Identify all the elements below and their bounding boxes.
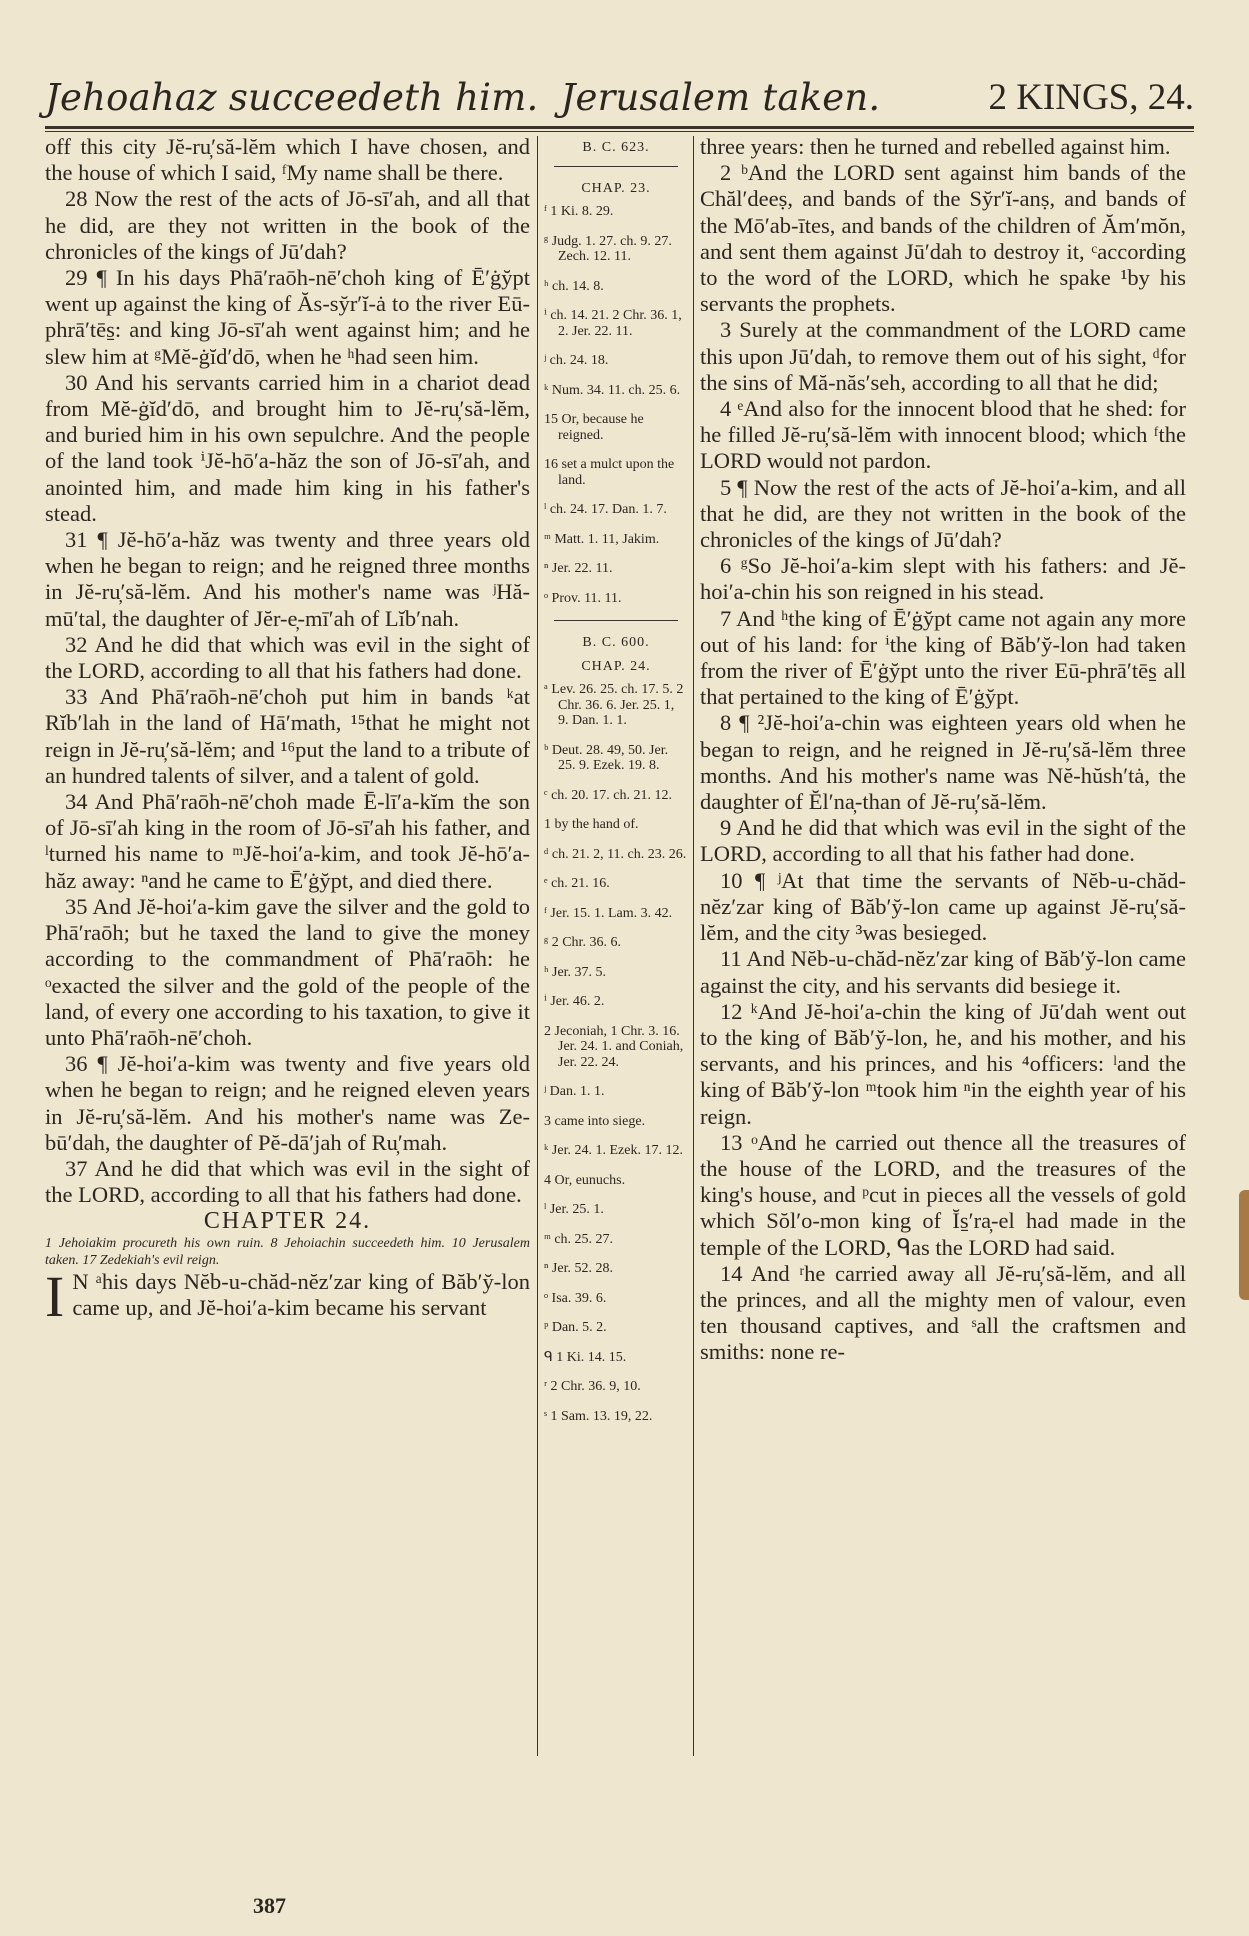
- verse-paragraph: 9 And he did that which was evil in the sight of the LORD, according to all that his father had done.: [700, 815, 1186, 867]
- margin-reference: ᵐ ch. 25. 27.: [544, 1231, 614, 1247]
- verse-paragraph: 37 And he did that which was evil in the sight of the LORD, according to all that his fathers had done.: [45, 1155, 530, 1208]
- verse-paragraph: 34 And Phā′raōh-nē′choh made Ē-lī′a-kĭm the son of Jō-sī′ah king in the room of Jō-sī′ah his father, and ˡturned his name to ᵐJĕ-hoi′a-kim, and took Jĕ-hō′a-hăz away: ⁿand he came to Ē′ġy̆pt, and died there.: [45, 789, 530, 893]
- header-rule-thin: [45, 131, 1194, 132]
- column-divider-right: [693, 136, 694, 1756]
- verse-paragraph: 13 ᵒAnd he carried out thence all the treasures of the house of the LORD, and the treasures of the king's house, and ᵖcut in pieces all the vessels of gold which Sŏl′o-mon king of Ĭs̱′ra̦-el had made in the temple of the LORD, ᑫas the LORD had said.: [700, 1129, 1186, 1260]
- verse-paragraph: 29 ¶ In his days Phā′raōh-nē′choh king of Ē′ġy̆pt went up against the king of Ăs-sy̆r′ĭ-ȧ to the river Eū-phrā′tēs̱: and king Jō-sī′ah went against him; and he slew him at ᵍMĕ-ġĭd′dō, when he ʰhad seen him.: [45, 265, 530, 369]
- margin-reference: ʰ ch. 14. 8.: [544, 278, 604, 294]
- margin-reference: ᵒ Isa. 39. 6.: [544, 1290, 607, 1306]
- margin-reference: ᵍ 2 Chr. 36. 6.: [544, 935, 621, 950]
- verse-paragraph: off this city Jĕ-ru̦′să-lĕm which I have chosen, and the house of which I said, ᶠMy name shall be there.: [45, 134, 530, 186]
- verse-paragraph: 35 And Jĕ-hoi′a-kim gave the silver and the gold to Phā′raōh; but he taxed the land to give the money according to the commandment of Phā′raōh: he ᵒexacted the silver and the gold of the people of the land, of every one according to his taxation, to give it unto Phā′raōh-nē′choh.: [45, 893, 530, 1050]
- verse-paragraph: 7 And ʰthe king of Ē′ġy̆pt came not again any more out of his land: for ⁱthe king of Băb′y̆-lon had taken from the river of Ē′ġy̆pt unto the river Eū-phrā′tēs̱ all that pertained to the king of Ē′ġy̆pt.: [700, 605, 1186, 710]
- margin-refs-1: [544, 204, 688, 606]
- verse-paragraph: three years: then he turned and rebelled against him.: [700, 134, 1171, 159]
- margin-rule: [554, 620, 678, 621]
- chapter-summary: 1 Jehoiakim procureth his own ruin. 8 Jehoiachin succeedeth him. 10 Jerusalem taken. 17 Zedekiah's evil reign.: [45, 1235, 530, 1268]
- margin-reference: 4 Or, eunuchs.: [544, 1172, 626, 1188]
- margin-reference: ʲ ch. 24. 18.: [544, 353, 609, 368]
- running-header: [45, 72, 1194, 132]
- margin-chapter-1: CHAP. 23.: [581, 180, 651, 196]
- margin-date-2: B. C. 600.: [582, 635, 650, 650]
- verse-paragraph: 28 Now the rest of the acts of Jō-sī′ah, and all that he did, are they not written in the book of the chronicles of the kings of Jū′dah?: [45, 186, 530, 264]
- margin-reference: ᵐ Matt. 1. 11, Jakim.: [544, 531, 660, 547]
- header-title-2: Jerusalem taken.: [560, 76, 881, 119]
- margin-reference: ˢ 1 Sam. 13. 19, 22.: [544, 1408, 653, 1424]
- verse-paragraph: 30 And his servants carried him in a chariot dead from Mĕ-ġĭd′dō, and brought him to Jĕ-ru̦′să-lĕm, and buried him in his own sepulchre. And the people of the land took ⁱJĕ-hō′a-hăz the son of Jō-sī′ah, and anointed him, and made him king in his father's stead.: [45, 369, 530, 526]
- margin-reference: ᵒ Prov. 11. 11.: [544, 590, 622, 606]
- margin-reference: 15 Or, because he reigned.: [544, 412, 644, 443]
- left-text-column: [45, 134, 530, 1329]
- margin-reference: ˡ ch. 24. 17. Dan. 1. 7.: [544, 502, 667, 517]
- margin-reference: ⁱ Jer. 46. 2.: [544, 994, 605, 1009]
- margin-reference: ⁿ Jer. 22. 11.: [544, 561, 613, 576]
- header-title-1: Jehoahaz succeedeth him.: [45, 76, 539, 119]
- cross-reference-margin: [544, 140, 688, 1438]
- verse-paragraph: 2 ᵇAnd the LORD sent against him bands of the Chăl′deeṣ, and bands of the Sy̆r′ĭ-anṣ, and bands of the Mō′ab-ītes, and bands of the children of Ăm′mŏn, and sent them against Jū′dah to destroy it, ᶜaccording to the word of the LORD, which he spake ¹by his servants the prophets.: [700, 160, 1186, 317]
- verse-paragraph: 5 ¶ Now the rest of the acts of Jĕ-hoi′a-kim, and all that he did, are they not written in the book of the chronicles of the kings of Jū′dah?: [700, 474, 1186, 553]
- margin-reference: ᶠ Jer. 15. 1. Lam. 3. 42.: [544, 905, 673, 921]
- verse-paragraph: 32 And he did that which was evil in the sight of the LORD, according to all that his fathers had done.: [45, 631, 530, 684]
- margin-reference: ᶠ 1 Ki. 8. 29.: [544, 204, 614, 219]
- chapter-heading: CHAPTER 24.: [203, 1208, 372, 1235]
- margin-reference: ⁱ ch. 14. 21. 2 Chr. 36. 1, 2. Jer. 22. 11.: [544, 308, 682, 339]
- header-left-titles: [45, 76, 880, 119]
- margin-reference: ᵉ ch. 21. 16.: [544, 876, 610, 891]
- margin-reference: ᵈ ch. 21. 2, 11. ch. 23. 26.: [544, 846, 687, 862]
- margin-refs-2: [544, 682, 688, 1424]
- verse-paragraph: 11 And Nĕb-u-chăd-nĕz′zar king of Băb′y̆-lon came against the city, and his servants did besiege it.: [700, 946, 1186, 998]
- margin-reference: ʳ 2 Chr. 36. 9, 10.: [544, 1379, 641, 1394]
- margin-reference: ᵖ Dan. 5. 2.: [544, 1320, 607, 1335]
- margin-chapter-2: CHAP. 24.: [581, 658, 651, 674]
- margin-reference: 1 by the hand of.: [544, 817, 639, 832]
- margin-reference: ᵍ Judg. 1. 27. ch. 9. 27. Zech. 12. 11.: [544, 233, 672, 264]
- margin-reference: ᵇ Deut. 28. 49, 50. Jer. 25. 9. Ezek. 19. 8.: [544, 742, 669, 773]
- verse-paragraph: 10 ¶ ʲAt that time the servants of Nĕb-u-chăd-nĕz′zar king of Băb′y̆-lon came up against Jĕ-ru̦′să-lĕm, and the city ³was besieged.: [700, 867, 1186, 946]
- page-number: 387: [253, 1893, 286, 1918]
- right-text-column: [700, 134, 1186, 1366]
- margin-rule: [554, 166, 678, 167]
- margin-reference: ⁿ Jer. 52. 28.: [544, 1261, 613, 1276]
- margin-reference: ᶜ ch. 20. 17. ch. 21. 12.: [544, 787, 673, 803]
- verse-paragraph: 4 ᵉAnd also for the innocent blood that he shed: for he filled Jĕ-ru̦′să-lĕm with innocent blood; which ᶠthe LORD would not pardon.: [700, 396, 1186, 474]
- margin-reference: ʰ Jer. 37. 5.: [544, 964, 607, 980]
- header-rule: [45, 126, 1194, 129]
- verse-paragraph: 6 ᵍSo Jĕ-hoi′a-kim slept with his fathers: and Jĕ-hoi′a-chin his son reigned in his stead.: [700, 553, 1186, 605]
- chapter-opening-text: N ᵃhis days Nĕb-u-chăd-nĕz′zar king of Băb′y̆-lon came up, and Jĕ-hoi′a-kim became his servant: [72, 1268, 530, 1320]
- margin-reference: ᑫ 1 Ki. 14. 15.: [544, 1349, 627, 1365]
- margin-reference: 2 Jeconiah, 1 Chr. 3. 16. Jer. 24. 1. and Coniah, Jer. 22. 24.: [544, 1023, 684, 1070]
- margin-date-1: B. C. 623.: [582, 140, 650, 155]
- margin-reference: ᵃ Lev. 26. 25. ch. 17. 5. 2 Chr. 36. 6. Jer. 25. 1, 9. Dan. 1. 1.: [544, 682, 684, 728]
- drop-cap: I: [45, 1263, 65, 1329]
- verse-paragraph: 3 Surely at the commandment of the LORD came this upon Jū′dah, to remove them out of his sight, ᵈfor the sins of Mă-năs′seh, according to all that he did;: [700, 317, 1186, 395]
- chapter-opening: [45, 1263, 530, 1329]
- thumb-index-tab: [1239, 1190, 1249, 1300]
- header-book-chapter: 2 KINGS, 24.: [988, 77, 1194, 118]
- margin-reference: ᵏ Jer. 24. 1. Ezek. 17. 12.: [544, 1143, 683, 1158]
- verse-paragraph: 33 And Phā′raōh-nē′choh put him in bands ᵏat Rĭb′lah in the land of Hā′math, ¹⁵that he might not reign in Jĕ-ru̦′să-lĕm; and ¹⁶put the land to a tribute of an hundred talents of silver, and a talent of gold.: [45, 684, 530, 788]
- verse-paragraph: 8 ¶ ²Jĕ-hoi′a-chin was eighteen years old when he began to reign, and he reigned in Jĕ-ru̦′să-lĕm three months. And his mother's name was Nĕ-hŭsh′tȧ, the daughter of Ĕl′na̦-than of Jĕ-ru̦′să-lĕm.: [700, 710, 1186, 815]
- margin-reference: 16 set a mulct upon the land.: [544, 457, 675, 488]
- margin-reference: ˡ Jer. 25. 1.: [544, 1202, 604, 1217]
- verse-paragraph: 12 ᵏAnd Jĕ-hoi′a-chin the king of Jū′dah went out to the king of Băb′y̆-lon, he, and his mother, and his servants, and his princes, and his ⁴officers: ˡand the king of Băb′y̆-lon ᵐtook him ⁿin the eighth year of his reign.: [700, 998, 1186, 1129]
- margin-reference: 3 came into siege.: [544, 1113, 646, 1129]
- margin-reference: ᵏ Num. 34. 11. ch. 25. 6.: [544, 382, 681, 398]
- verse-paragraph: 36 ¶ Jĕ-hoi′a-kim was twenty and five years old when he began to reign; and he reigned eleven years in Jĕ-ru̦′să-lĕm. And his mother's name was Ze-bū′dah, the daughter of Pĕ-dā′jah of Ru̦′mah.: [45, 1051, 530, 1155]
- column-divider-left: [537, 136, 538, 1756]
- verse-paragraph: 31 ¶ Jĕ-hō′a-hăz was twenty and three years old when he began to reign; and he reigned three months in Jĕ-ru̦′să-lĕm. And his mother's name was ʲHă-mū′tal, the daughter of Jĕr-e̦-mī′ah of Lĭb′nah.: [45, 527, 530, 631]
- verse-paragraph: 14 And ʳhe carried away all Jĕ-ru̦′să-lĕm, and all the princes, and all the mighty men of valour, even ten thousand captives, and ˢall the craftsmen and smiths: none re-: [700, 1260, 1186, 1365]
- margin-reference: ʲ Dan. 1. 1.: [544, 1084, 605, 1099]
